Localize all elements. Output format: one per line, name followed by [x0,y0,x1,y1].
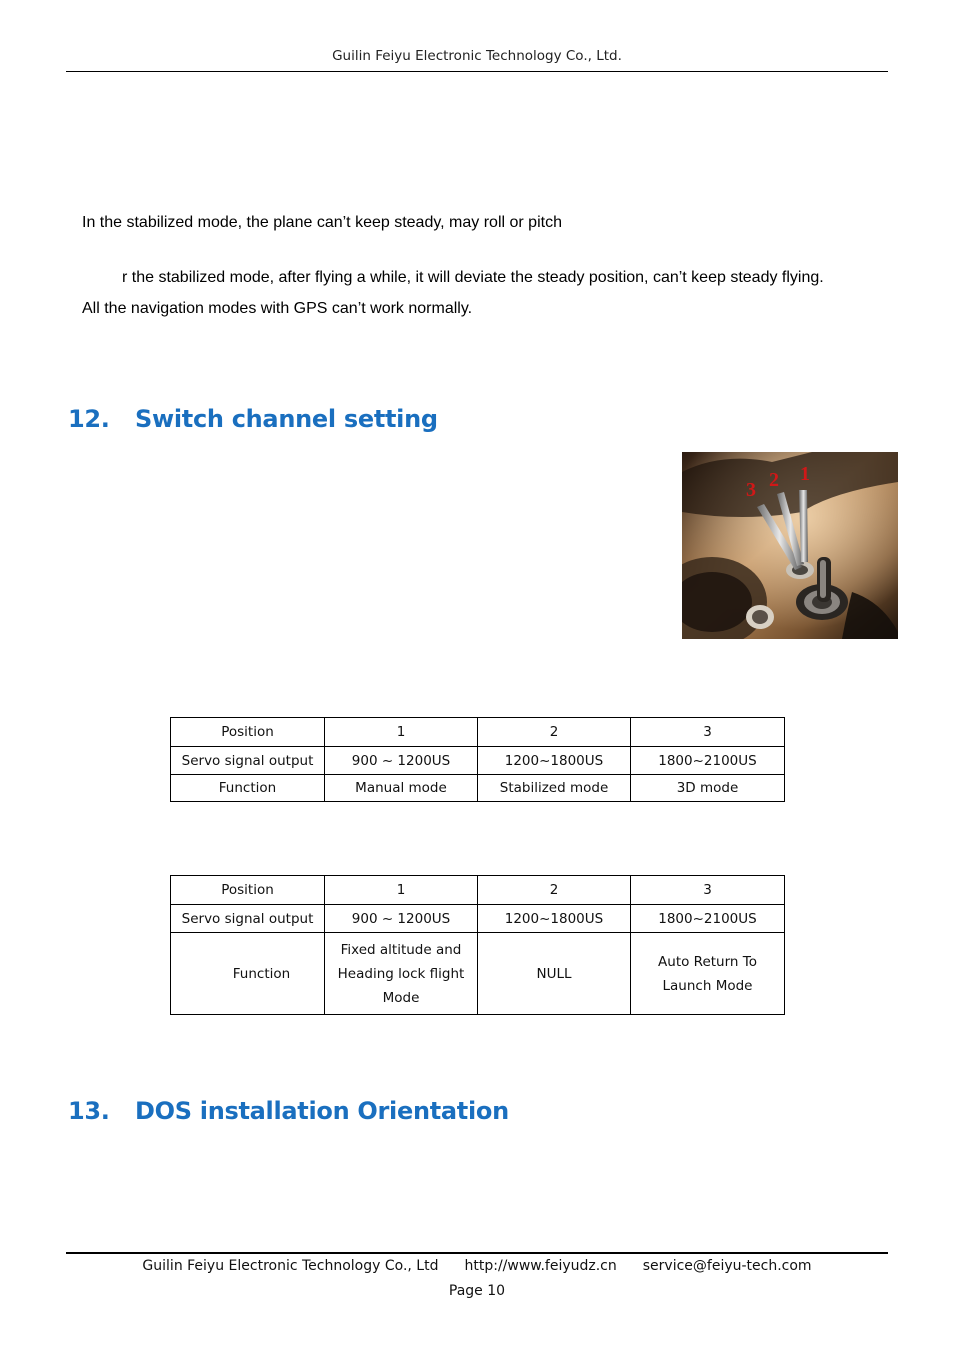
section-13-heading [68,1097,509,1125]
table-cell: NULL [478,933,631,1015]
paragraph-line-3: All the navigation modes with GPS can’t work normally. [82,300,473,317]
section-13-number: 13. [68,1097,110,1125]
switch-photo [682,452,898,639]
switch-label-1: 1 [800,463,810,485]
table-cell: 900 ~ 1200US [325,747,478,775]
table-cell: Position [171,718,325,747]
section-12-number: 12. [68,405,110,433]
table-cell: 3D mode [631,775,785,802]
page-number: Page 10 [448,1283,506,1299]
table-row [171,775,785,802]
switch-label-2: 2 [769,469,779,491]
switch-label-3: 3 [746,479,756,501]
table-cell: 2 [478,876,631,905]
header-rule [66,71,888,72]
table-cell: Position [171,876,325,905]
footer-rule [66,1252,888,1254]
table-row [171,876,785,905]
table-cell: 900 ~ 1200US [325,905,478,933]
table-cell: Auto Return To Launch Mode [631,933,785,1015]
section-13-title: DOS installation Orientation [135,1097,509,1125]
table-cell: 3 [631,718,785,747]
switch-table-1 [170,717,785,802]
table-cell: 1 [325,876,478,905]
table-cell: Servo signal output [171,747,325,775]
section-12-heading [68,405,438,433]
table-cell: 1800~2100US [631,747,785,775]
section-12-title: Switch channel setting [135,405,438,433]
footer-company: Guilin Feiyu Electronic Technology Co., Ltd [142,1258,439,1274]
switch-photo-illustration [682,452,898,639]
table-cell: 1 [325,718,478,747]
table-cell: Manual mode [325,775,478,802]
table-cell: 1800~2100US [631,905,785,933]
table-cell: 1200~1800US [478,905,631,933]
footer-email-link[interactable]: service@feiyu-tech.com [642,1258,812,1274]
switch-table-2 [170,875,785,1015]
table-cell: 2 [478,718,631,747]
page-header: Guilin Feiyu Electronic Technology Co., Ltd. [332,48,622,64]
table-cell: 3 [631,876,785,905]
table-cell: 1200~1800US [478,747,631,775]
table-cell: Fixed altitude and Heading lock flight Mode [325,933,478,1015]
table-cell: Stabilized mode [478,775,631,802]
table-cell: Servo signal output [171,905,325,933]
table-cell: Function [171,933,325,1015]
table-row [171,905,785,933]
table-cell: Function [171,775,325,802]
paragraph-line-1: In the stabilized mode, the plane can’t keep steady, may roll or pitch [82,214,562,231]
table-row [171,933,785,1015]
table-row [171,718,785,747]
footer-contact [0,1258,954,1274]
table-row [171,747,785,775]
footer-website-link[interactable]: http://www.feiyudz.cn [464,1258,617,1274]
paragraph-line-2: r the stabilized mode, after flying a while, it will deviate the steady position, can’t keep steady flying. [122,269,824,286]
